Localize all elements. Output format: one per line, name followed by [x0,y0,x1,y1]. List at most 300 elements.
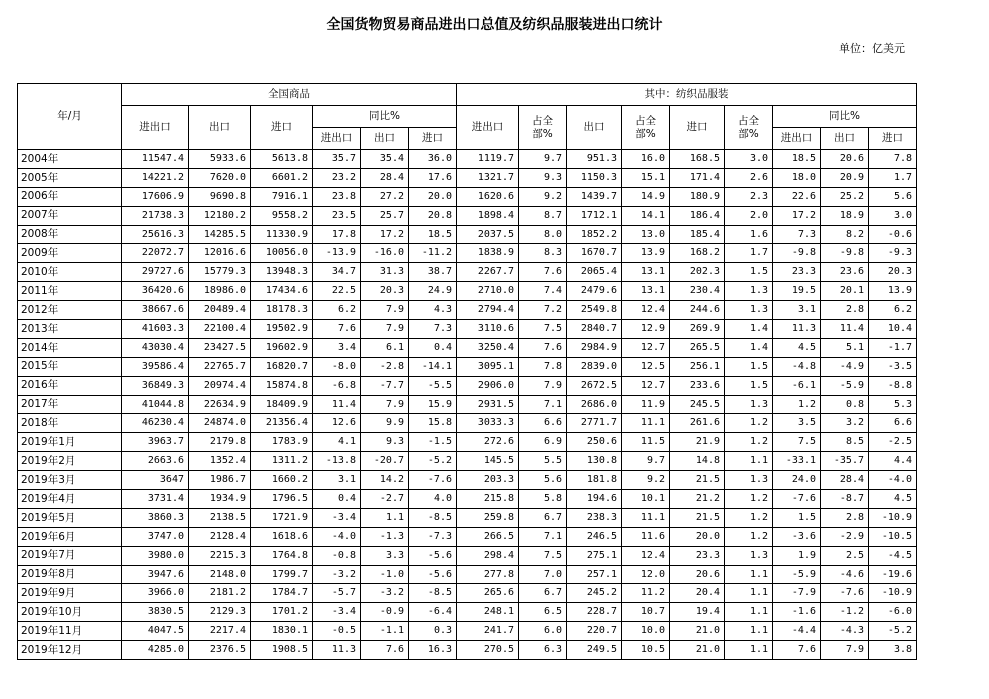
table-cell: 23.5 [313,206,361,225]
table-cell: 8.7 [519,206,567,225]
table-cell: 11.4 [313,395,361,414]
table-header [18,84,917,150]
table-cell: -5.6 [409,546,457,565]
header-textile-yoy-export: 出口 [821,128,869,150]
row-period: 2016年 [18,376,122,395]
table-row [18,225,917,244]
table-cell: 17.6 [409,168,457,187]
table-cell: 4.5 [869,490,917,509]
table-cell: -19.6 [869,565,917,584]
table-cell: -4.0 [869,471,917,490]
table-cell: -1.5 [409,433,457,452]
row-period: 2012年 [18,301,122,320]
table-cell: 1783.9 [251,433,313,452]
table-cell: -11.2 [409,244,457,263]
table-cell: 7.9 [361,301,409,320]
table-cell: 16.0 [622,150,670,169]
table-cell: 36849.3 [122,376,189,395]
table-cell: 1439.7 [567,187,622,206]
table-body [18,150,917,660]
table-cell: 6.7 [519,584,567,603]
header-national: 全国商品 [122,84,457,106]
row-period: 2019年1月 [18,433,122,452]
table-cell: 18.5 [409,225,457,244]
table-cell: 1.7 [725,244,773,263]
table-row [18,471,917,490]
table-cell: 4.3 [409,301,457,320]
table-cell: 277.8 [457,565,519,584]
table-cell: 7620.0 [189,168,251,187]
table-cell: -14.1 [409,357,457,376]
table-cell: -2.7 [361,490,409,509]
table-cell: 7.8 [869,150,917,169]
table-cell: -9.3 [869,244,917,263]
table-cell: 18.9 [821,206,869,225]
table-cell: 194.6 [567,490,622,509]
table-cell: 23.6 [821,263,869,282]
row-period: 2019年12月 [18,641,122,660]
table-cell: 35.4 [361,150,409,169]
table-cell: 13.9 [869,282,917,301]
table-cell: 21356.4 [251,414,313,433]
table-row [18,452,917,471]
table-cell: 3830.5 [122,603,189,622]
table-cell: 20.8 [409,206,457,225]
table-cell: 233.6 [670,376,725,395]
table-cell: 22634.9 [189,395,251,414]
table-cell: 1.3 [725,546,773,565]
table-cell: 7.1 [519,527,567,546]
table-cell: 17.2 [361,225,409,244]
table-cell: 6.5 [519,603,567,622]
share-label-top: 占全 [635,115,656,128]
row-period: 2019年2月 [18,452,122,471]
table-cell: 6.9 [519,433,567,452]
table-cell: 43030.4 [122,338,189,357]
table-cell: 10.5 [622,641,670,660]
table-cell: 11.5 [622,433,670,452]
table-cell: 11.1 [622,508,670,527]
table-cell: 3.0 [725,150,773,169]
table-cell: 14.9 [622,187,670,206]
table-cell: -0.6 [869,225,917,244]
table-cell: -5.6 [409,565,457,584]
table-cell: -5.9 [821,376,869,395]
table-cell: -1.7 [869,338,917,357]
table-cell: 5.1 [821,338,869,357]
table-cell: 7.0 [519,565,567,584]
table-cell: 27.2 [361,187,409,206]
header-textile-export-share [622,106,670,150]
row-period: 2004年 [18,150,122,169]
table-cell: 1799.7 [251,565,313,584]
table-cell: 3966.0 [122,584,189,603]
table-cell: 3033.3 [457,414,519,433]
table-cell: 1670.7 [567,244,622,263]
table-row [18,282,917,301]
table-cell: 12.9 [622,320,670,339]
table-cell: -10.9 [869,584,917,603]
table-cell: -5.7 [313,584,361,603]
table-cell: 7.6 [361,641,409,660]
table-cell: 7.9 [361,395,409,414]
table-cell: 2.0 [725,206,773,225]
table-cell: 5.8 [519,490,567,509]
table-cell: 2672.5 [567,376,622,395]
table-cell: 1838.9 [457,244,519,263]
table-cell: 9558.2 [251,206,313,225]
table-cell: 17434.6 [251,282,313,301]
table-cell: -9.8 [773,244,821,263]
table-cell: 238.3 [567,508,622,527]
table-cell: 46230.4 [122,414,189,433]
table-cell: 7916.1 [251,187,313,206]
table-cell: 9690.8 [189,187,251,206]
row-period: 2007年 [18,206,122,225]
table-cell: -2.8 [361,357,409,376]
table-cell: 11.2 [622,584,670,603]
table-cell: 1908.5 [251,641,313,660]
table-cell: 3095.1 [457,357,519,376]
table-cell: 3747.0 [122,527,189,546]
table-cell: 1.6 [725,225,773,244]
table-cell: 11547.4 [122,150,189,169]
table-cell: 4.4 [869,452,917,471]
table-cell: 20489.4 [189,301,251,320]
table-cell: 1.2 [725,527,773,546]
table-row [18,508,917,527]
table-cell: 19602.9 [251,338,313,357]
table-cell: 7.4 [519,282,567,301]
table-cell: 9.3 [361,433,409,452]
row-period: 2017年 [18,395,122,414]
table-cell: 1784.7 [251,584,313,603]
table-cell: 1.5 [725,357,773,376]
table-cell: 3980.0 [122,546,189,565]
table-cell: -4.5 [869,546,917,565]
table-cell: 1.1 [725,584,773,603]
header-textile-yoy-total: 进出口 [773,128,821,150]
table-cell: 3731.4 [122,490,189,509]
table-cell: 3947.6 [122,565,189,584]
table-cell: 2710.0 [457,282,519,301]
table-cell: -3.4 [313,603,361,622]
table-cell: 41603.3 [122,320,189,339]
table-cell: 250.6 [567,433,622,452]
header-national-yoy-total: 进出口 [313,128,361,150]
table-cell: -1.2 [821,603,869,622]
table-row [18,641,917,660]
table-row [18,527,917,546]
table-cell: 1.1 [725,603,773,622]
share-label-bottom: 部% [738,127,759,140]
table-cell: -4.6 [821,565,869,584]
table-cell: 1.3 [725,282,773,301]
table-row [18,603,917,622]
table-cell: -13.9 [313,244,361,263]
table-cell: 1.5 [725,263,773,282]
table-row [18,395,917,414]
table-row [18,263,917,282]
table-row [18,414,917,433]
table-cell: 20.0 [409,187,457,206]
table-cell: 2839.0 [567,357,622,376]
table-row [18,622,917,641]
table-cell: -2.9 [821,527,869,546]
row-period: 2011年 [18,282,122,301]
table-cell: 1150.3 [567,168,622,187]
table-cell: 145.5 [457,452,519,471]
table-cell: 951.3 [567,150,622,169]
table-cell: 7.5 [519,320,567,339]
table-cell: 1660.2 [251,471,313,490]
row-period: 2009年 [18,244,122,263]
table-cell: 3.1 [773,301,821,320]
table-cell: 1.2 [725,414,773,433]
table-cell: 7.6 [519,338,567,357]
table-cell: 16820.7 [251,357,313,376]
table-cell: 1934.9 [189,490,251,509]
table-cell: 3.1 [313,471,361,490]
table-cell: 1.1 [725,452,773,471]
table-cell: 4.1 [313,433,361,452]
table-cell: 265.6 [457,584,519,603]
table-cell: 10056.0 [251,244,313,263]
table-cell: 17.8 [313,225,361,244]
table-cell: 24.9 [409,282,457,301]
trade-table [17,83,917,660]
table-cell: 23.3 [670,546,725,565]
header-period: 年/月 [18,84,122,150]
table-row [18,320,917,339]
table-cell: 2549.8 [567,301,622,320]
table-cell: 15.9 [409,395,457,414]
table-cell: 13.0 [622,225,670,244]
table-cell: 2129.3 [189,603,251,622]
table-cell: 20974.4 [189,376,251,395]
share-label-top: 占全 [532,115,553,128]
table-cell: 1.4 [725,320,773,339]
row-period: 2006年 [18,187,122,206]
table-row [18,187,917,206]
table-cell: 14.8 [670,452,725,471]
table-row [18,150,917,169]
table-cell: 0.3 [409,622,457,641]
table-cell: 23.8 [313,187,361,206]
share-label-bottom: 部% [532,127,553,140]
table-cell: 2.8 [821,508,869,527]
table-cell: -8.0 [313,357,361,376]
table-cell: 12.4 [622,301,670,320]
table-cell: 3.2 [821,414,869,433]
table-cell: 6.7 [519,508,567,527]
table-cell: 18178.3 [251,301,313,320]
table-cell: 1701.2 [251,603,313,622]
table-cell: 2840.7 [567,320,622,339]
header-national-import: 进口 [251,106,313,150]
table-row [18,546,917,565]
table-cell: 3.0 [869,206,917,225]
table-cell: 11330.9 [251,225,313,244]
table-cell: 6.3 [519,641,567,660]
table-cell: 7.9 [361,320,409,339]
table-cell: 12.7 [622,338,670,357]
table-cell: 1.3 [725,395,773,414]
table-cell: 2663.6 [122,452,189,471]
table-cell: 246.5 [567,527,622,546]
table-row [18,433,917,452]
table-cell: 1.2 [725,433,773,452]
table-cell: 20.6 [670,565,725,584]
table-cell: 1.2 [725,508,773,527]
table-cell: -0.9 [361,603,409,622]
table-cell: 15874.8 [251,376,313,395]
header-national-total: 进出口 [122,106,189,150]
table-cell: 7.9 [519,376,567,395]
table-row [18,338,917,357]
table-cell: 5933.6 [189,150,251,169]
table-cell: 1119.7 [457,150,519,169]
row-period: 2010年 [18,263,122,282]
row-period: 2019年10月 [18,603,122,622]
table-cell: 12.7 [622,376,670,395]
table-cell: 3.3 [361,546,409,565]
table-cell: 0.4 [409,338,457,357]
table-cell: 1.2 [773,395,821,414]
table-cell: 8.0 [519,225,567,244]
table-cell: 15.8 [409,414,457,433]
table-cell: 244.6 [670,301,725,320]
table-cell: 20.3 [869,263,917,282]
table-cell: -5.2 [869,622,917,641]
table-cell: -3.2 [361,584,409,603]
unit-label: 单位：亿美元 [839,42,905,55]
table-cell: 2148.0 [189,565,251,584]
table-cell: 31.3 [361,263,409,282]
table-cell: 38.7 [409,263,457,282]
table-cell: 6601.2 [251,168,313,187]
table-cell: 2686.0 [567,395,622,414]
table-cell: 9.7 [519,150,567,169]
table-cell: 23427.5 [189,338,251,357]
table-cell: 10.0 [622,622,670,641]
table-cell: -1.0 [361,565,409,584]
table-cell: 8.5 [821,433,869,452]
table-cell: 1.1 [725,622,773,641]
table-cell: 1.5 [725,376,773,395]
table-cell: 6.2 [869,301,917,320]
table-cell: -6.0 [869,603,917,622]
table-cell: 168.2 [670,244,725,263]
table-row [18,206,917,225]
table-cell: 22100.4 [189,320,251,339]
header-textile-import-share [725,106,773,150]
table-cell: 185.4 [670,225,725,244]
table-cell: -7.6 [773,490,821,509]
table-cell: 2065.4 [567,263,622,282]
table-cell: 20.6 [821,150,869,169]
row-period: 2019年5月 [18,508,122,527]
table-row [18,244,917,263]
table-cell: 168.5 [670,150,725,169]
table-cell: 257.1 [567,565,622,584]
table-cell: 7.3 [773,225,821,244]
table-cell: 270.5 [457,641,519,660]
table-cell: 28.4 [361,168,409,187]
table-cell: -4.3 [821,622,869,641]
table-cell: 24.0 [773,471,821,490]
row-period: 2013年 [18,320,122,339]
table-cell: 13.1 [622,263,670,282]
table-cell: -1.6 [773,603,821,622]
table-cell: 21.2 [670,490,725,509]
table-cell: 12016.6 [189,244,251,263]
table-cell: 1.4 [725,338,773,357]
table-cell: 2217.4 [189,622,251,641]
table-cell: -5.2 [409,452,457,471]
table-cell: 20.0 [670,527,725,546]
table-cell: -9.8 [821,244,869,263]
table-cell: 0.8 [821,395,869,414]
header-national-export: 出口 [189,106,251,150]
table-cell: 2128.4 [189,527,251,546]
table-cell: 7.6 [773,641,821,660]
table-cell: 21738.3 [122,206,189,225]
row-period: 2019年8月 [18,565,122,584]
table-cell: 11.3 [773,320,821,339]
header-textile-total-share [519,106,567,150]
table-cell: 17.2 [773,206,821,225]
table-cell: 1.3 [725,301,773,320]
table-cell: 2179.8 [189,433,251,452]
table-cell: 1721.9 [251,508,313,527]
table-cell: 14285.5 [189,225,251,244]
header-textile: 其中：纺织品服装 [457,84,917,106]
table-cell: 1.5 [773,508,821,527]
table-cell: -10.5 [869,527,917,546]
header-textile-yoy-import: 进口 [869,128,917,150]
table-cell: 36.0 [409,150,457,169]
table-cell: 3860.3 [122,508,189,527]
table-cell: 34.7 [313,263,361,282]
table-cell: 1.1 [361,508,409,527]
table-cell: 12.4 [622,546,670,565]
table-cell: 11.6 [622,527,670,546]
table-cell: 1352.4 [189,452,251,471]
table-cell: 3110.6 [457,320,519,339]
table-cell: -13.8 [313,452,361,471]
table-cell: -3.5 [869,357,917,376]
table-cell: 7.6 [519,263,567,282]
table-cell: -5.9 [773,565,821,584]
table-cell: 265.5 [670,338,725,357]
table-cell: 7.2 [519,301,567,320]
table-cell: -6.4 [409,603,457,622]
table-cell: -5.5 [409,376,457,395]
table-cell: 5.6 [519,471,567,490]
table-cell: 25616.3 [122,225,189,244]
table-cell: 1712.1 [567,206,622,225]
table-cell: 21.5 [670,471,725,490]
table-cell: -7.9 [773,584,821,603]
table-cell: -3.4 [313,508,361,527]
table-cell: 7.6 [313,320,361,339]
header-textile-export: 出口 [567,106,622,150]
table-cell: 18.5 [773,150,821,169]
table-cell: 261.6 [670,414,725,433]
table-cell: -6.1 [773,376,821,395]
table-cell: 3.4 [313,338,361,357]
